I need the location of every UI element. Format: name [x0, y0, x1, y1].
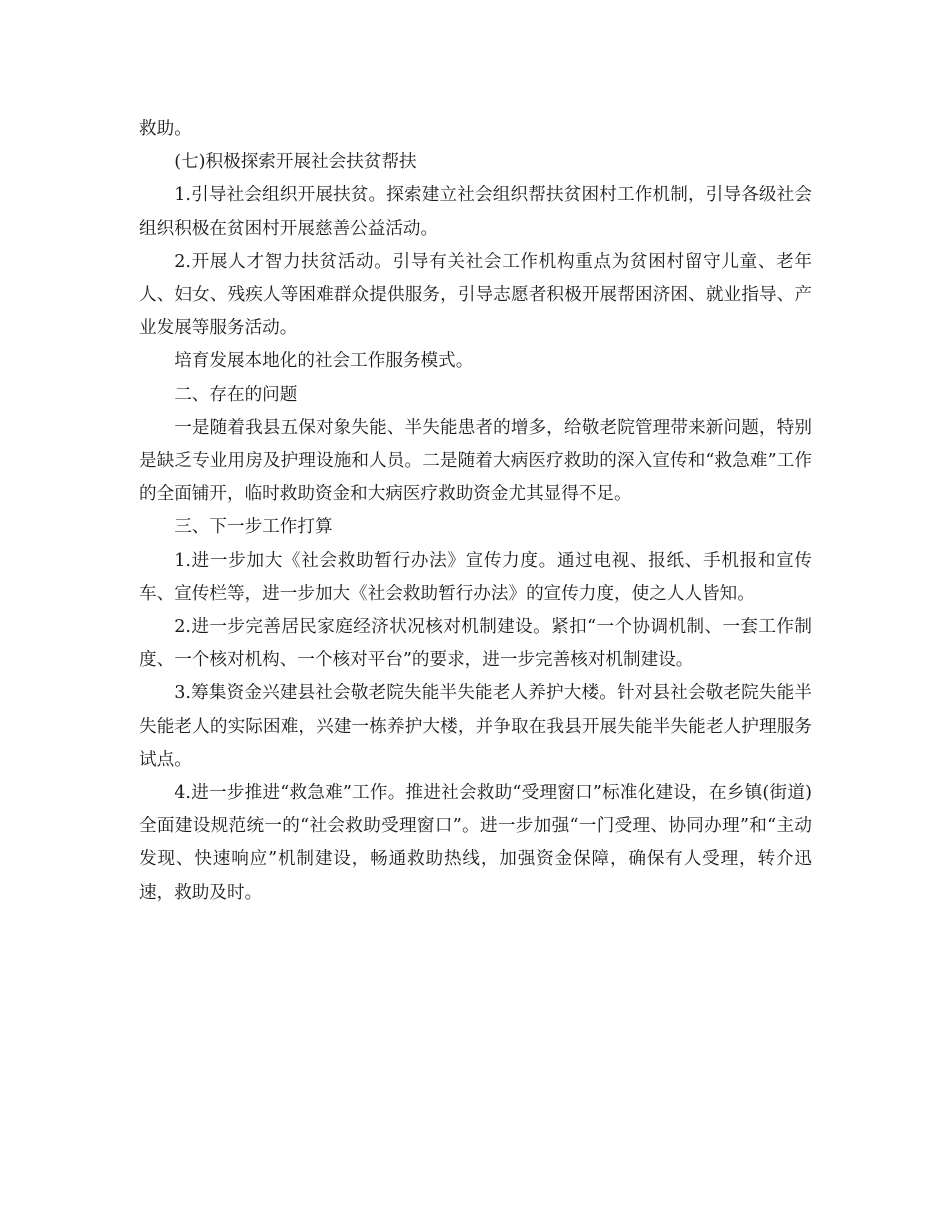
paragraph-local-social-work: 培育发展本地化的社会工作服务模式。 — [174, 351, 474, 372]
paragraph-next-step-4: 4.进一步推进“救急难”工作。推进社会救助“受理窗口”标准化建设，在乡镇(街道)全面建设规范统一的“社会救助受理窗口”。进一步加强“一门受理、协同办理”和“主动发现、快速响应”机制建设，畅通救助热线，加强资金保障，确保有人受理，转介迅速，救助及时。 — [139, 783, 812, 903]
paragraph-next-step-3: 3.筹集资金兴建县社会敬老院失能半失能老人养护大楼。针对县社会敬老院失能半失能老人的实际困难，兴建一栋养护大楼，并争取在我县开展失能半失能老人护理服务试点。 — [139, 683, 812, 770]
paragraph-next-step-1: 1.进一步加大《社会救助暂行办法》宣传力度。通过电视、报纸、手机报和宣传车、宣传栏等，进一步加大《社会救助暂行办法》的宣传力度，使之人人皆知。 — [139, 550, 812, 604]
paragraph-social-organizations: 1.引导社会组织开展扶贫。探索建立社会组织帮扶贫困村工作机制，引导各级社会组织积极在贫困村开展慈善公益活动。 — [139, 185, 812, 239]
paragraph-problems: 一是随着我县五保对象失能、半失能患者的增多，给敬老院管理带来新问题，特别是缺乏专业用房及护理设施和人员。二是随着大病医疗救助的深入宣传和“救急难”工作的全面铺开，临时救助资金和大病医疗救助资金尤其显得不足。 — [139, 417, 812, 505]
paragraph-talent-aid: 2.开展人才智力扶贫活动。引导有关社会工作机构重点为贫困村留守儿童、老年人、妇女、残疾人等困难群众提供服务，引导志愿者积极开展帮困济困、就业指导、产业发展等服务活动。 — [139, 251, 812, 339]
section-heading-social-poverty-aid: (七)积极探索开展社会扶贫帮扶 — [174, 152, 417, 173]
paragraph-continuation: 救助。 — [139, 119, 192, 139]
paragraph-next-step-2: 2.进一步完善居民家庭经济状况核对机制建设。紧扣“一个协调机制、一套工作制度、一个核对机构、一个核对平台”的要求，进一步完善核对机制建设。 — [139, 617, 812, 671]
section-heading-problems: 二、存在的问题 — [174, 384, 298, 405]
document-body — [139, 113, 812, 910]
section-heading-next-steps: 三、下一步工作打算 — [174, 517, 333, 538]
